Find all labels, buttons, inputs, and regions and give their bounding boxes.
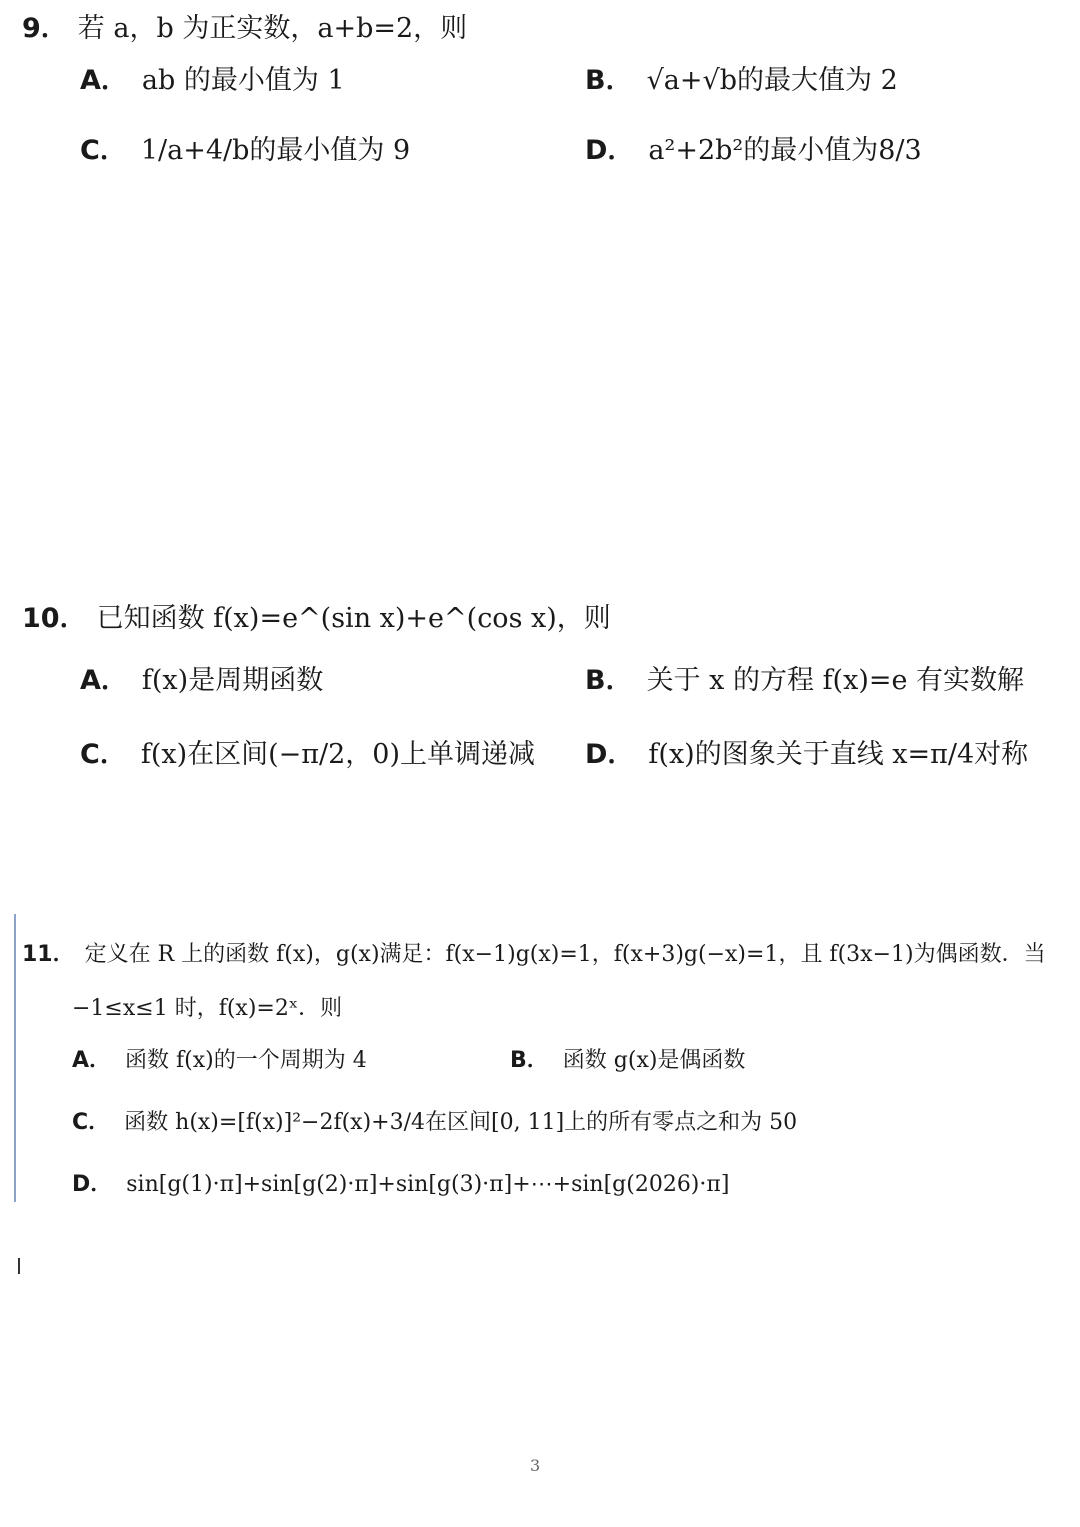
question-11-option-c	[72, 1108, 797, 1138]
question-text: 定义在 R 上的函数 f(x)，g(x)满足：f(x−1)g(x)=1，f(x+3)g(−x)=1，且 f(3x−1)为偶函数．当	[84, 942, 1046, 967]
option-text: 关于 x 的方程 f(x)=e 有实数解	[646, 665, 1025, 696]
question-9-stem	[22, 12, 467, 46]
option-label: A．	[80, 65, 128, 96]
question-9-option-a	[80, 64, 345, 98]
question-9-option-b	[585, 64, 898, 98]
question-11-option-b	[510, 1046, 745, 1076]
option-text: a²+2b²的最小值为8/3	[648, 135, 922, 166]
question-10-option-d	[585, 738, 1028, 772]
question-11-option-a	[72, 1046, 367, 1076]
question-text: 若 a，b 为正实数，a+b=2，则	[77, 13, 468, 44]
option-label: C．	[80, 739, 127, 770]
question-10-option-a	[80, 664, 323, 698]
option-label: C．	[72, 1110, 111, 1135]
option-label: B．	[510, 1048, 549, 1073]
option-text: f(x)是周期函数	[141, 665, 324, 696]
question-text: 已知函数 f(x)=e^(sin x)+e^(cos x)，则	[96, 603, 611, 634]
option-label: A．	[80, 665, 128, 696]
question-text-continued: −1≤x≤1 时，f(x)=2ˣ．则	[72, 996, 343, 1021]
question-10-stem	[22, 602, 611, 636]
option-label: D．	[72, 1172, 113, 1197]
option-label: B．	[585, 665, 633, 696]
page-number: 3	[530, 1456, 541, 1475]
option-text: 函数 h(x)=[f(x)]²−2f(x)+3/4在区间[0, 11]上的所有零点之和为 50	[124, 1110, 798, 1135]
question-9-option-d	[585, 134, 922, 168]
question-number: 11．	[22, 942, 75, 967]
option-label: A．	[72, 1048, 112, 1073]
option-label: C．	[80, 135, 127, 166]
option-text: f(x)在区间(−π/2，0)上单调递减	[140, 739, 536, 770]
question-9-option-c	[80, 134, 410, 168]
question-11-stem	[22, 940, 1046, 970]
question-10-option-b	[585, 664, 1024, 698]
question-number: 9．	[22, 13, 68, 44]
option-label: B．	[585, 65, 633, 96]
option-text: 函数 f(x)的一个周期为 4	[125, 1048, 367, 1073]
option-text: ab 的最小值为 1	[141, 65, 345, 96]
margin-mark	[18, 1258, 20, 1274]
option-text: f(x)的图象关于直线 x=π/4对称	[648, 739, 1029, 770]
question-number: 10．	[22, 603, 87, 634]
option-text: √a+√b的最大值为 2	[646, 65, 898, 96]
option-text: 1/a+4/b的最小值为 9	[140, 135, 411, 166]
margin-rule	[14, 914, 16, 1202]
question-11-option-d	[72, 1170, 729, 1200]
option-text: sin[g(1)·π]+sin[g(2)·π]+sin[g(3)·π]+⋯+sin[g(2026)·π]	[126, 1172, 730, 1197]
question-11-stem-continued	[72, 994, 342, 1024]
option-text: 函数 g(x)是偶函数	[562, 1048, 746, 1073]
option-label: D．	[585, 739, 635, 770]
option-label: D．	[585, 135, 635, 166]
question-10-option-c	[80, 738, 535, 772]
